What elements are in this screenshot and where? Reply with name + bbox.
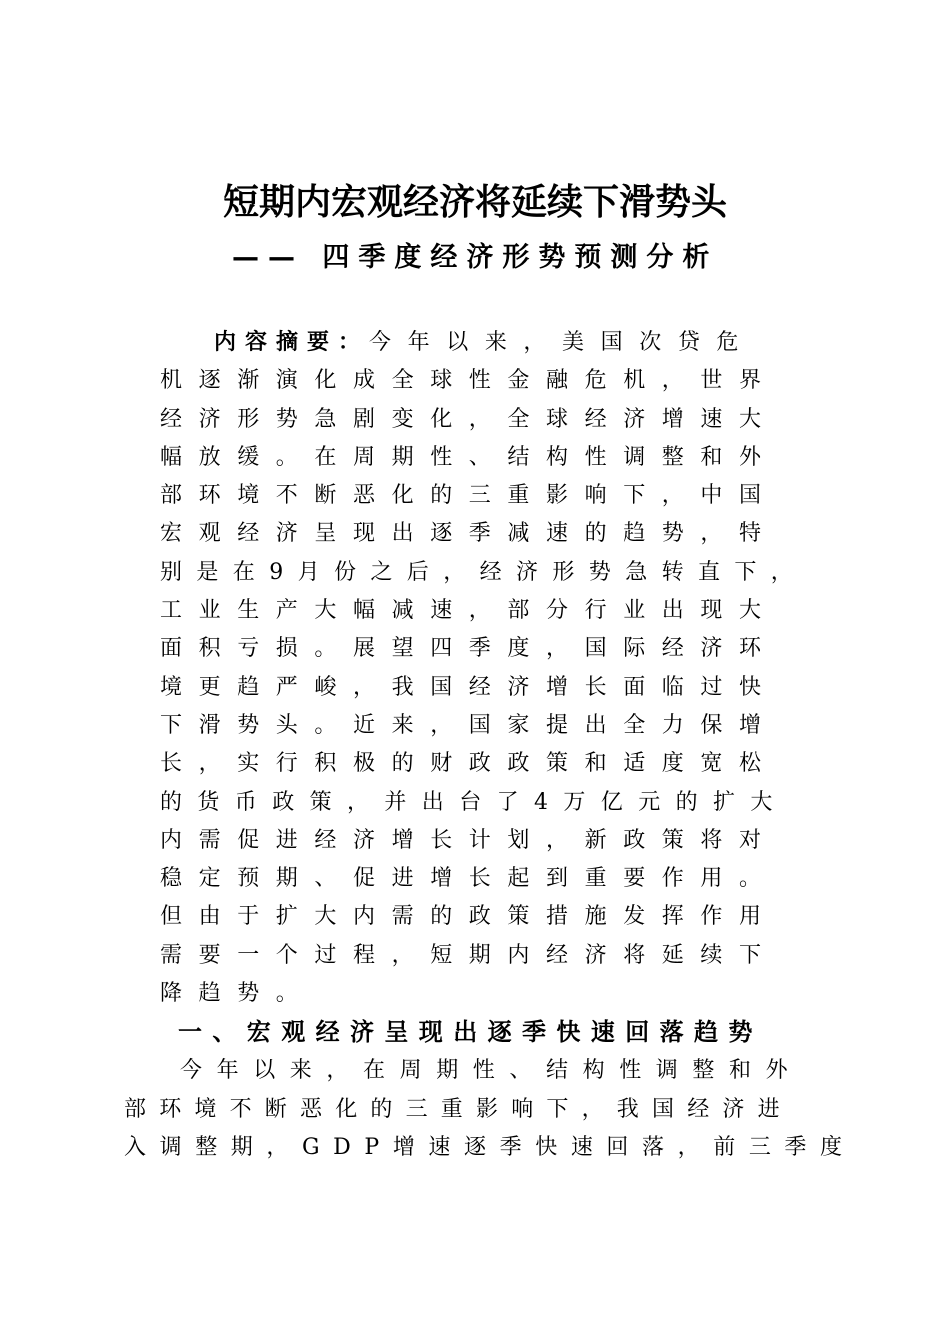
body-text <box>124 1052 856 1168</box>
document-subtitle: —— 四季度经济形势预测分析 <box>232 242 719 273</box>
abstract-line <box>160 324 760 362</box>
abstract-line: 需要一个过程，短期内经济将延续下 <box>160 942 778 968</box>
abstract-text: 今年以来，美国次贷危 <box>369 330 756 355</box>
abstract-line: 宏观经济呈现出逐季减速的趋势，特 <box>160 521 778 547</box>
abstract-line: 长，实行积极的财政政策和适度宽松 <box>160 751 778 777</box>
body-line: 入调整期，GDP增速逐季快速回落，前三季度 <box>124 1135 856 1160</box>
abstract-line: 下滑势头。近来，国家提出全力保增 <box>160 712 778 738</box>
abstract-line: 机逐渐演化成全球性金融危机，世界 <box>160 368 778 394</box>
abstract-block <box>160 324 808 1013</box>
abstract-line: 的货币政策，并出台了4万亿元的扩大 <box>160 789 788 815</box>
abstract-line: 工业生产大幅减速，部分行业出现大 <box>160 598 778 624</box>
abstract-line: 幅放缓。在周期性、结构性调整和外 <box>160 444 778 470</box>
document-title: 短期内宏观经济将延续下滑势头 <box>222 181 727 223</box>
abstract-line: 降趋势。 <box>160 981 315 1007</box>
abstract-line: 面积亏损。展望四季度，国际经济环 <box>160 636 778 662</box>
body-line: 今年以来，在周期性、结构性调整和外 <box>180 1058 803 1083</box>
abstract-line: 内需促进经济增长计划，新政策将对 <box>160 827 778 853</box>
abstract-line: 经济形势急剧变化，全球经济增速大 <box>160 406 778 432</box>
abstract-label: 内容摘要： <box>214 330 370 355</box>
abstract-line: 别是在9月份之后，经济形势急转直下， <box>160 559 808 585</box>
abstract-line: 稳定预期、促进增长起到重要作用。 <box>160 866 778 892</box>
abstract-line: 但由于扩大内需的政策措施发挥作用 <box>160 904 778 930</box>
body-line: 部环境不断恶化的三重影响下，我国经济进 <box>124 1096 793 1122</box>
abstract-line: 部环境不断恶化的三重影响下，中国 <box>160 483 778 509</box>
abstract-line: 境更趋严峻，我国经济增长面临过快 <box>160 674 778 700</box>
section-heading: 一、宏观经济呈现出逐季快速回落趋势 <box>178 1018 763 1046</box>
